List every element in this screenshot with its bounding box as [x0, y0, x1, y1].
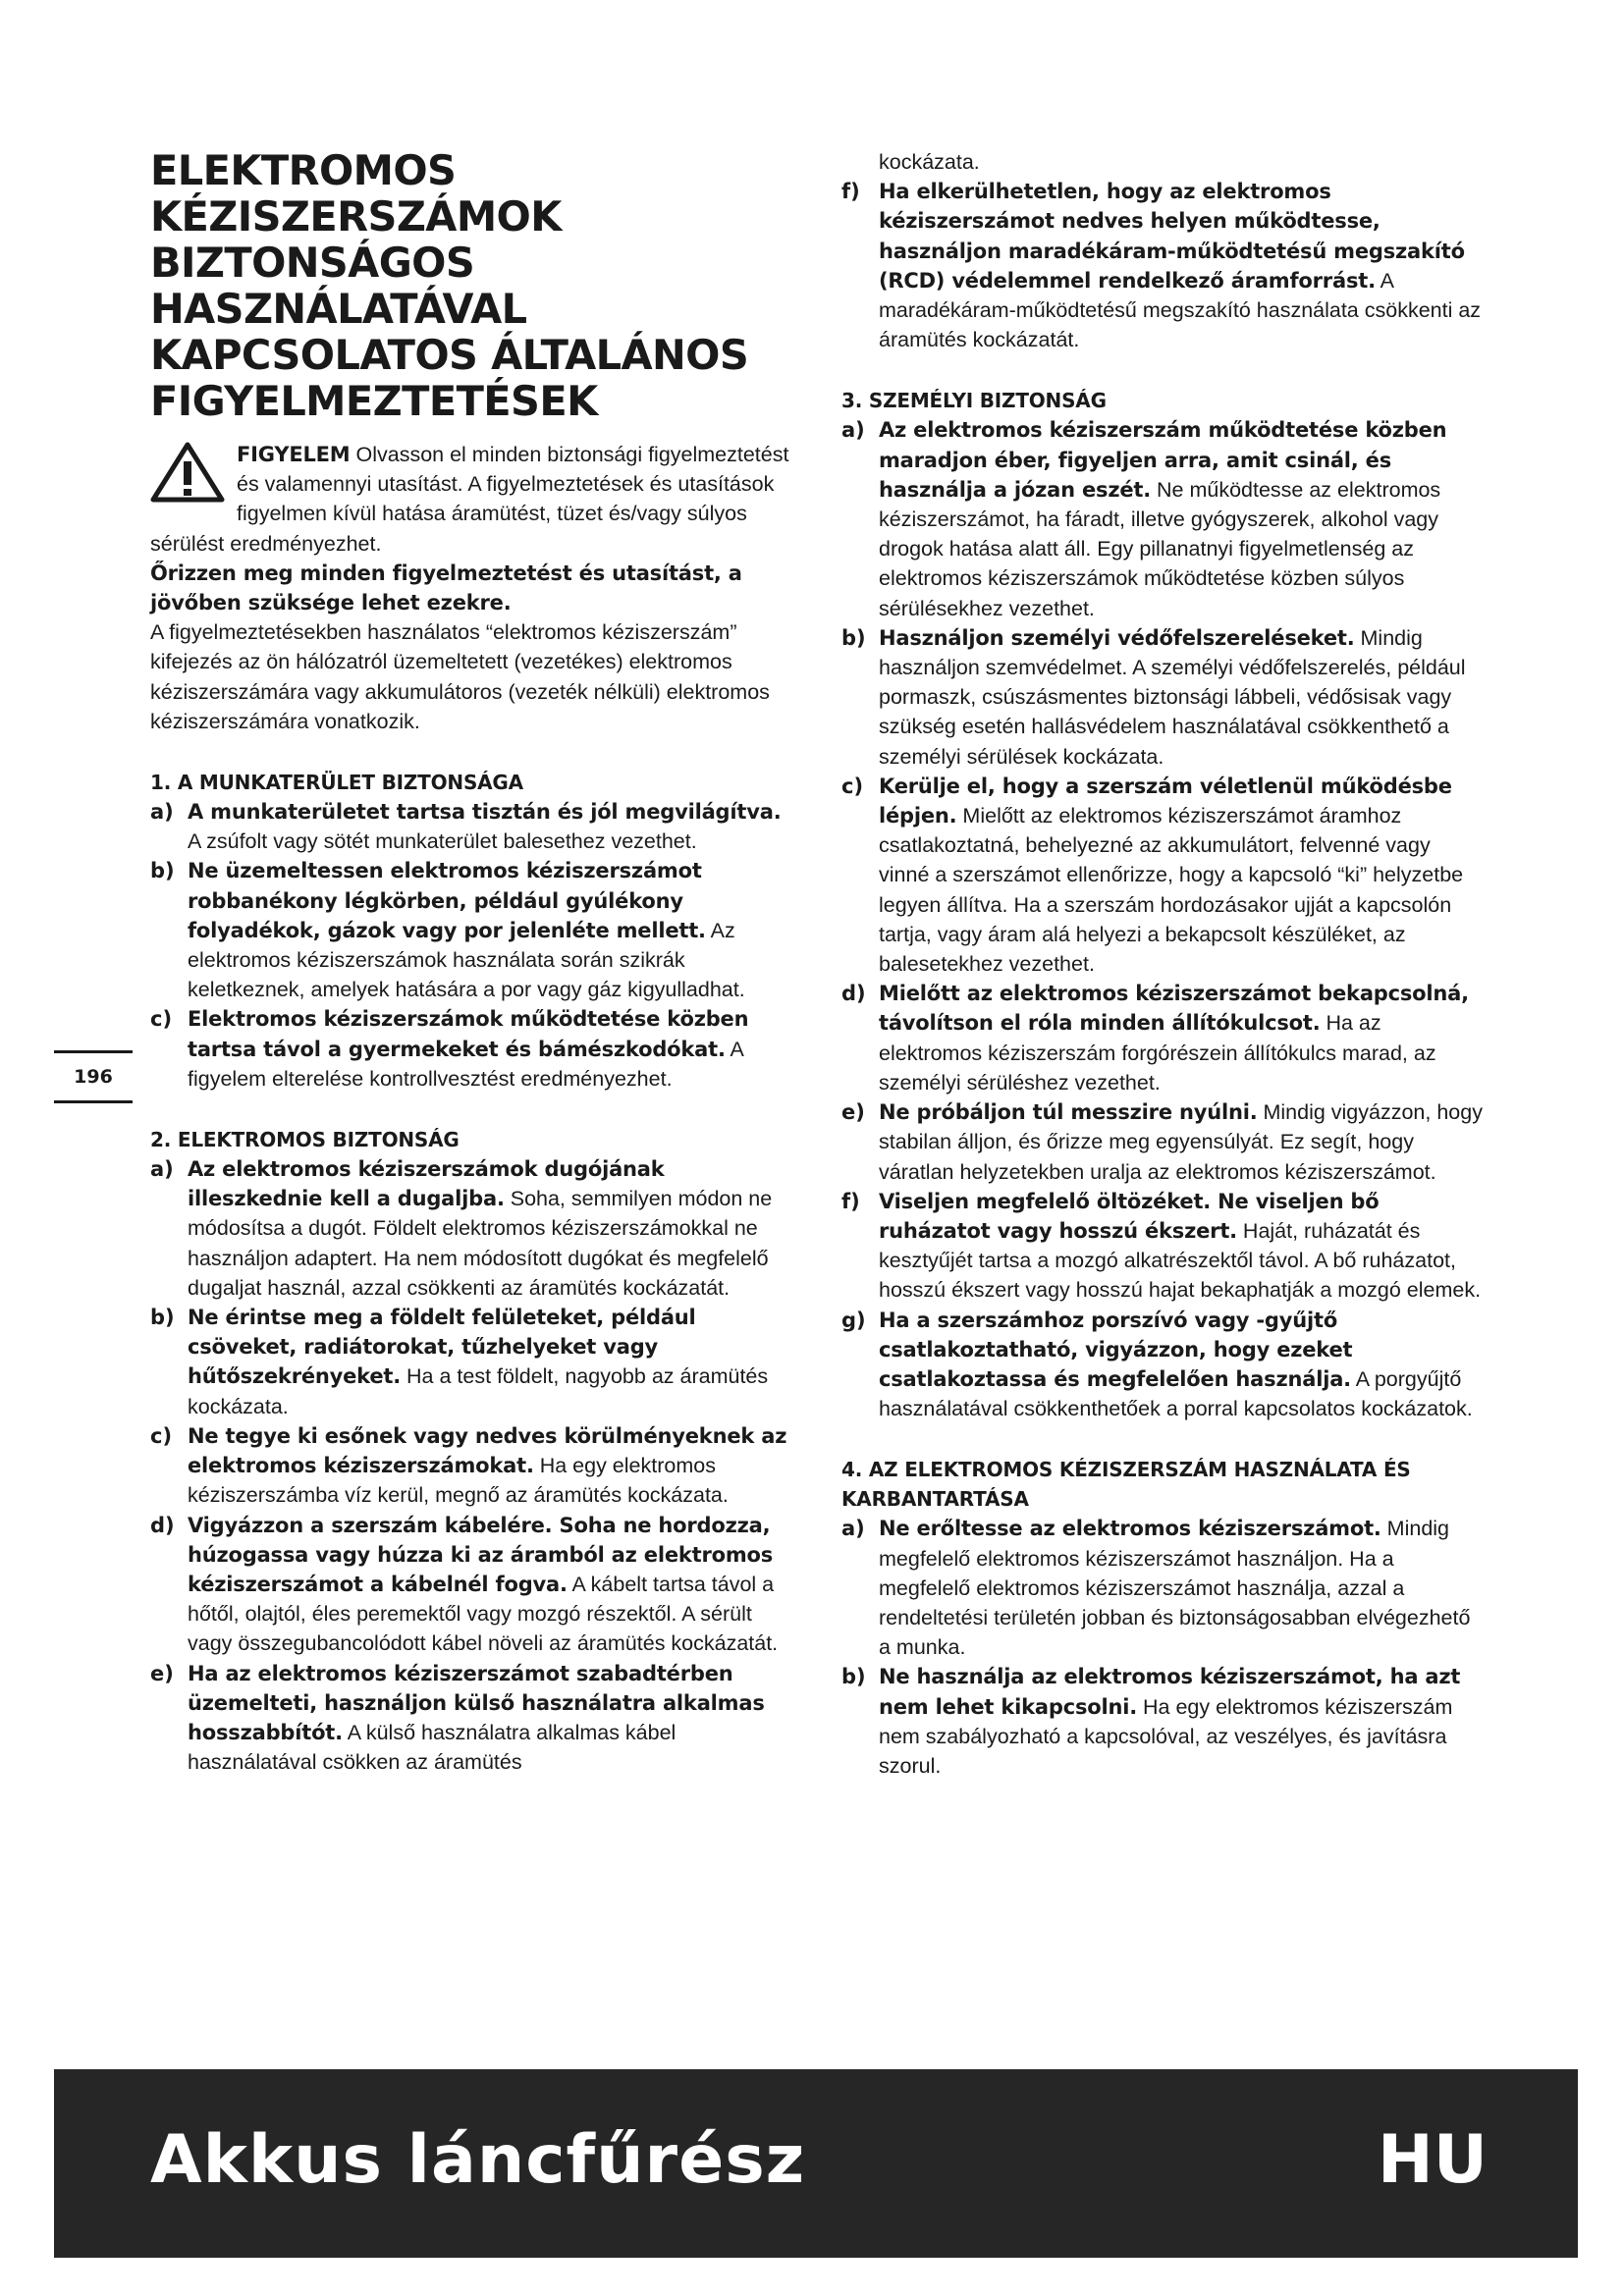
- list-item: a) Az elektromos kéziszerszám működtetése közben maradjon éber, figyeljen arra, amit csinál, és használja a józan eszét. Ne működtesse az elektromos kéziszerszámot, ha fáradt, illetve gyógyszerek, alkohol vagy drogok hatása alatt áll. Egy pillanatnyi figyelmetlenség az elektromos kéziszerszámok működtetése közben súlyos sérülésekhez vezethet.: [841, 418, 1447, 620]
- list-item: e) Ne próbáljon túl messzire nyúlni. Mindig vigyázzon, hogy stabilan álljon, és őrizze meg egyensúlyát. Ez segít, hogy váratlan helyzetekben uralja az elektromos kéziszerszámot.: [841, 1100, 1483, 1184]
- list-item: b) Ne érintse meg a földelt felületeket, például csöveket, radiátorokat, tűzhelyeket vagy hűtőszekrényeket. Ha a test földelt, nagyobb az áramütés kockázata.: [150, 1306, 769, 1418]
- warning-triangle-icon: [150, 442, 225, 503]
- title-line: KAPCSOLATOS ÁLTALÁNOS: [150, 331, 749, 379]
- keep-notice: Őrizzen meg minden figyelmeztetést és utasítást, a jövőben szüksége lehet ezekre.: [150, 561, 742, 615]
- list-item: a) A munkaterületet tartsa tisztán és jól megvilágítva. A zsúfolt vagy sötét munkaterület balesethez vezethet.: [150, 800, 782, 854]
- list-item: a) Ne erőltesse az elektromos kéziszerszámot. Mindig megfelelő elektromos kéziszerszámot használjon. Ha a megfelelő elektromos kéziszerszámot használja, azzal a rendeltetési területén jobban és biztonságosabban elvégezhető a munka.: [841, 1517, 1471, 1660]
- page-title: [150, 147, 790, 424]
- page-number: 196: [54, 1050, 133, 1103]
- warning-label: FIGYELEM: [237, 443, 351, 466]
- footer-bar: [54, 2069, 1578, 2258]
- list-item: a) Az elektromos kéziszerszámok dugójának illeszkednie kell a dugaljba. Soha, semmilyen módon ne módosítsa a dugót. Földelt elektromos kéziszerszámokkal ne használjon adaptert. Ha nem módosított dugókat és megfelelő dugaljat használ, azzal csökkenti az áramütés kockázatát.: [150, 1157, 773, 1300]
- right-column: [841, 147, 1486, 1781]
- title-line: BIZTONSÁGOS: [150, 239, 475, 287]
- list-item: b) Ne üzemeltessen elektromos kéziszerszámot robbanékony légkörben, például gyúlékony folyadékok, gázok vagy por jelenléte mellett. Az elektromos kéziszerszámok használata során szikrák keletkeznek, amelyek hatására a por vagy gáz kigyulladhat.: [150, 859, 745, 1002]
- list-item: g) Ha a szerszámhoz porszívó vagy -gyűjtő csatlakoztatható, vigyázzon, hogy ezeket csatlakoztassa és megfelelően használja. A porgyűjtő használatával csökkenthetőek a porral kapcsolatos kockázatok.: [841, 1308, 1473, 1421]
- section-heading: 1. A MUNKATERÜLET BIZTONSÁGA: [150, 771, 523, 795]
- list-item: b) Használjon személyi védőfelszereléseket. Mindig használjon szemvédelmet. A személyi védőfelszerelés, például pormaszk, csúszásmentes biztonsági lábbeli, védősisak vagy szükség esetén hallásvédelem használatával csökkenthető a személyi sérülések kockázata.: [841, 625, 1466, 769]
- list-item: e) Ha az elektromos kéziszerszámot szabadtérben üzemelteti, használjon külső használatra alkalmas hosszabbítót. A külső használatra alkalmas kábel használatával csökken az áramütés: [150, 1661, 765, 1775]
- section-heading: 3. SZEMÉLYI BIZTONSÁG: [841, 389, 1107, 413]
- list-item: b) Ne használja az elektromos kéziszerszámot, ha azt nem lehet kikapcsolni. Ha egy elektromos kéziszerszám nem szabályozható a kapcsolóval, az veszélyes, és javításra szorul.: [841, 1665, 1461, 1778]
- list-item: c) Elektromos kéziszerszámok működtetése közben tartsa távol a gyermekeket és bámészkodókat. A figyelem elterelése kontrollvesztést eredményezhet.: [150, 1007, 749, 1091]
- list-item: d) Mielőtt az elektromos kéziszerszámot bekapcsolná, távolítson el róla minden állítókulcsot. Ha az elektromos kéziszerszám forgórészein állítókulcs marad, az személyi sérüléshez vezethet.: [841, 982, 1469, 1095]
- warning-text: Olvasson el minden biztonsági figyelmeztetést és valamennyi utasítást. A figyelmeztetések és utasítások figyelmen kívül hatása áramütést, tüzet és/vagy súlyos sérülést eredményezhet.: [150, 443, 789, 556]
- footer-language-code: HU: [1377, 2121, 1488, 2199]
- title-line: FIGYELMEZTETÉSEK: [150, 377, 598, 425]
- list-item: d) Vigyázzon a szerszám kábelére. Soha ne hordozza, húzogassa vagy húzza ki az áramból az elektromos kéziszerszámot a kábelnél fogva. A kábelt tartsa távol a hőtől, olajtól, éles peremektől vagy mozgó részektől. A sérült vagy összegubancolódott kábel növeli az áramütés kockázatát.: [150, 1513, 779, 1656]
- continuation-text: kockázata.: [879, 150, 980, 174]
- list-item: f) Ha elkerülhetetlen, hogy az elektromos kéziszerszámot nedves helyen működtesse, használjon maradékáram-működtetésű megszakító (RCD) védelemmel rendelkező áramforrást. A maradékáram-működtetésű megszakító használata csökkenti az áramütés kockázatát.: [841, 180, 1482, 352]
- title-line: ELEKTROMOS: [150, 146, 457, 194]
- list-item: f) Viseljen megfelelő öltözéket. Ne viseljen bő ruházatot vagy hosszú ékszert. Haját, ruházatát és kesztyűjét tartsa a mozgó alkatrészektől távol. A bő ruházatot, hosszú ékszert vagy hosszú hajat bekaphatják a mozgó elemek.: [841, 1189, 1482, 1303]
- definition-text: A figyelmeztetésekben használatos “elektromos kéziszerszám” kifejezés az ön hálózatról üzemeltetett (vezetékes) elektromos kéziszerszámára vagy akkumulátoros (vezeték nélküli) elektromos kéziszerszámára vonatkozik.: [150, 620, 770, 733]
- section-heading: 2. ELEKTROMOS BIZTONSÁG: [150, 1128, 460, 1152]
- warning-block: [150, 440, 790, 559]
- left-column: [150, 147, 790, 1777]
- section-heading: 4. AZ ELEKTROMOS KÉZISZERSZÁM HASZNÁLATA ÉS KARBANTARTÁSA: [841, 1458, 1411, 1512]
- list-item: c) Ne tegye ki esőnek vagy nedves körülményeknek az elektromos kéziszerszámokat. Ha egy elektromos kéziszerszámba víz kerül, megnő az áramütés kockázata.: [150, 1423, 787, 1508]
- title-line: KÉZISZERSZÁMOK: [150, 192, 562, 240]
- list-item: c) Kerülje el, hogy a szerszám véletlenül működésbe lépjen. Mielőtt az elektromos kéziszerszámot áramhoz csatlakoztatná, behelyezné az akkumulátort, felvenné vagy vinné a szerszámot ellenőrizze, hogy a kapcsoló “ki” helyzetbe legyen állítva. Ha a szerszám hordozásakor ujját a kapcsolón tartja, vagy áram alá helyezi a bekapcsolt készüléket, az balesetekhez vezethet.: [841, 774, 1464, 977]
- footer-product-title: Akkus láncfűrész: [150, 2121, 806, 2199]
- title-line: HASZNÁLATÁVAL: [150, 285, 527, 333]
